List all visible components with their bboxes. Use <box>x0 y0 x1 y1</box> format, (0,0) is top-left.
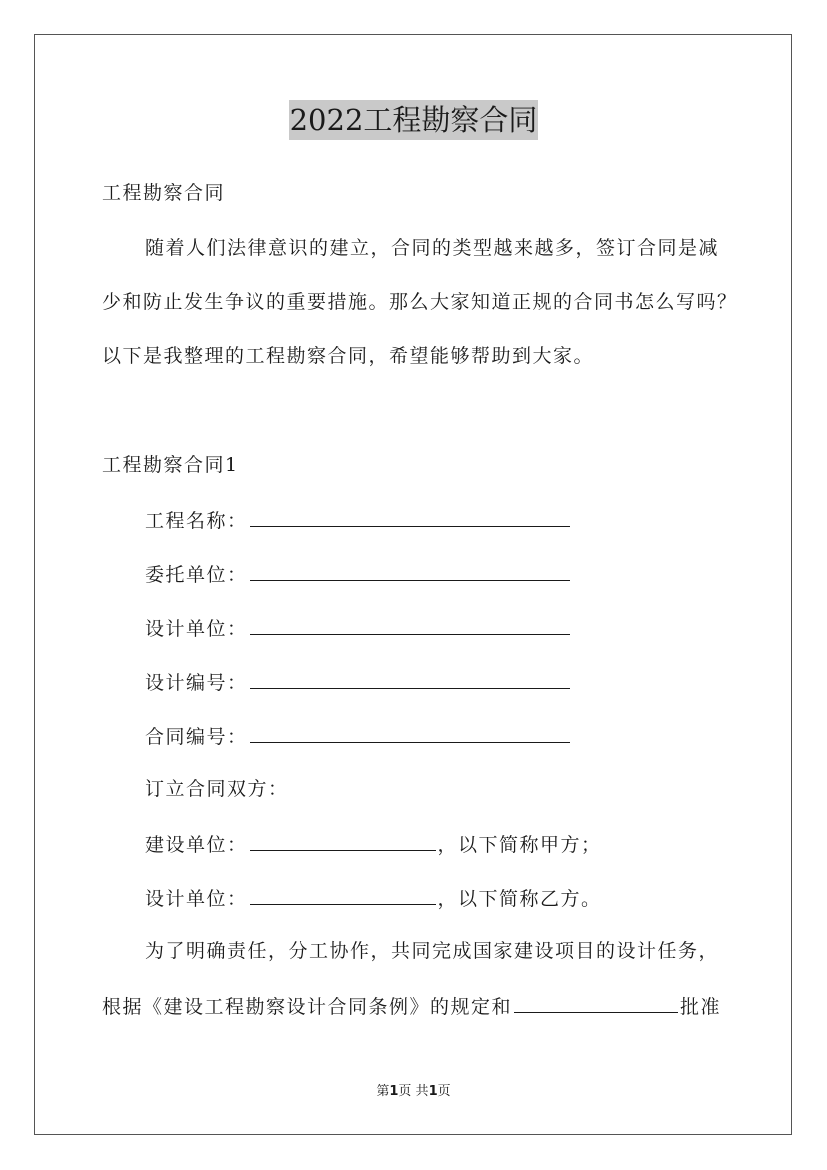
party-a-label: 建设单位： <box>145 834 248 856</box>
party-a-suffix: ，以下简称甲方； <box>437 834 602 856</box>
page-mid: 页 共 <box>398 1084 429 1099</box>
field-design-number <box>145 669 572 695</box>
fill-blank[interactable] <box>250 885 436 905</box>
field-project-name <box>145 507 572 533</box>
intro-line-3: 以下是我整理的工程勘察合同，希望能够帮助到大家。 <box>102 345 595 367</box>
title-container <box>0 100 827 140</box>
page-suffix: 页 <box>437 1084 451 1099</box>
party-b-line <box>145 885 602 911</box>
party-b-label: 设计单位： <box>145 888 248 910</box>
body-line-1: 为了明确责任，分工协作，共同完成国家建设项目的设计任务， <box>145 940 720 962</box>
field-client <box>145 561 572 587</box>
section-heading: 工程勘察合同1 <box>102 454 239 476</box>
intro-line-1: 随着人们法律意识的建立，合同的类型越来越多，签订合同是减 <box>145 237 720 259</box>
fill-blank[interactable] <box>250 669 570 689</box>
page-number: 1 <box>389 1084 399 1099</box>
page-prefix: 第 <box>376 1084 390 1099</box>
document-title: 2022工程勘察合同 <box>289 100 539 140</box>
fill-blank[interactable] <box>514 993 678 1013</box>
fill-blank[interactable] <box>250 615 570 635</box>
field-contract-number <box>145 723 572 749</box>
party-b-suffix: ，以下简称乙方。 <box>437 888 602 910</box>
page-footer <box>0 1083 827 1101</box>
page-total: 1 <box>428 1084 438 1099</box>
field-label: 设计单位： <box>145 618 248 640</box>
body-text-end: 批准 <box>680 996 722 1018</box>
field-design-unit <box>145 615 572 641</box>
parties-heading: 订立合同双方： <box>145 778 289 800</box>
intro-line-2: 少和防止发生争议的重要措施。那么大家知道正规的合同书怎么写吗？ <box>102 291 738 313</box>
fill-blank[interactable] <box>250 723 570 743</box>
body-line-2 <box>102 993 721 1019</box>
fill-blank[interactable] <box>250 561 570 581</box>
fill-blank[interactable] <box>250 507 570 527</box>
party-a-line <box>145 831 602 857</box>
field-label: 工程名称： <box>145 510 248 532</box>
subtitle: 工程勘察合同 <box>102 182 226 204</box>
fill-blank[interactable] <box>250 831 436 851</box>
field-label: 设计编号： <box>145 672 248 694</box>
field-label: 委托单位： <box>145 564 248 586</box>
body-text: 根据《建设工程勘察设计合同条例》的规定和 <box>102 996 513 1018</box>
field-label: 合同编号： <box>145 726 248 748</box>
